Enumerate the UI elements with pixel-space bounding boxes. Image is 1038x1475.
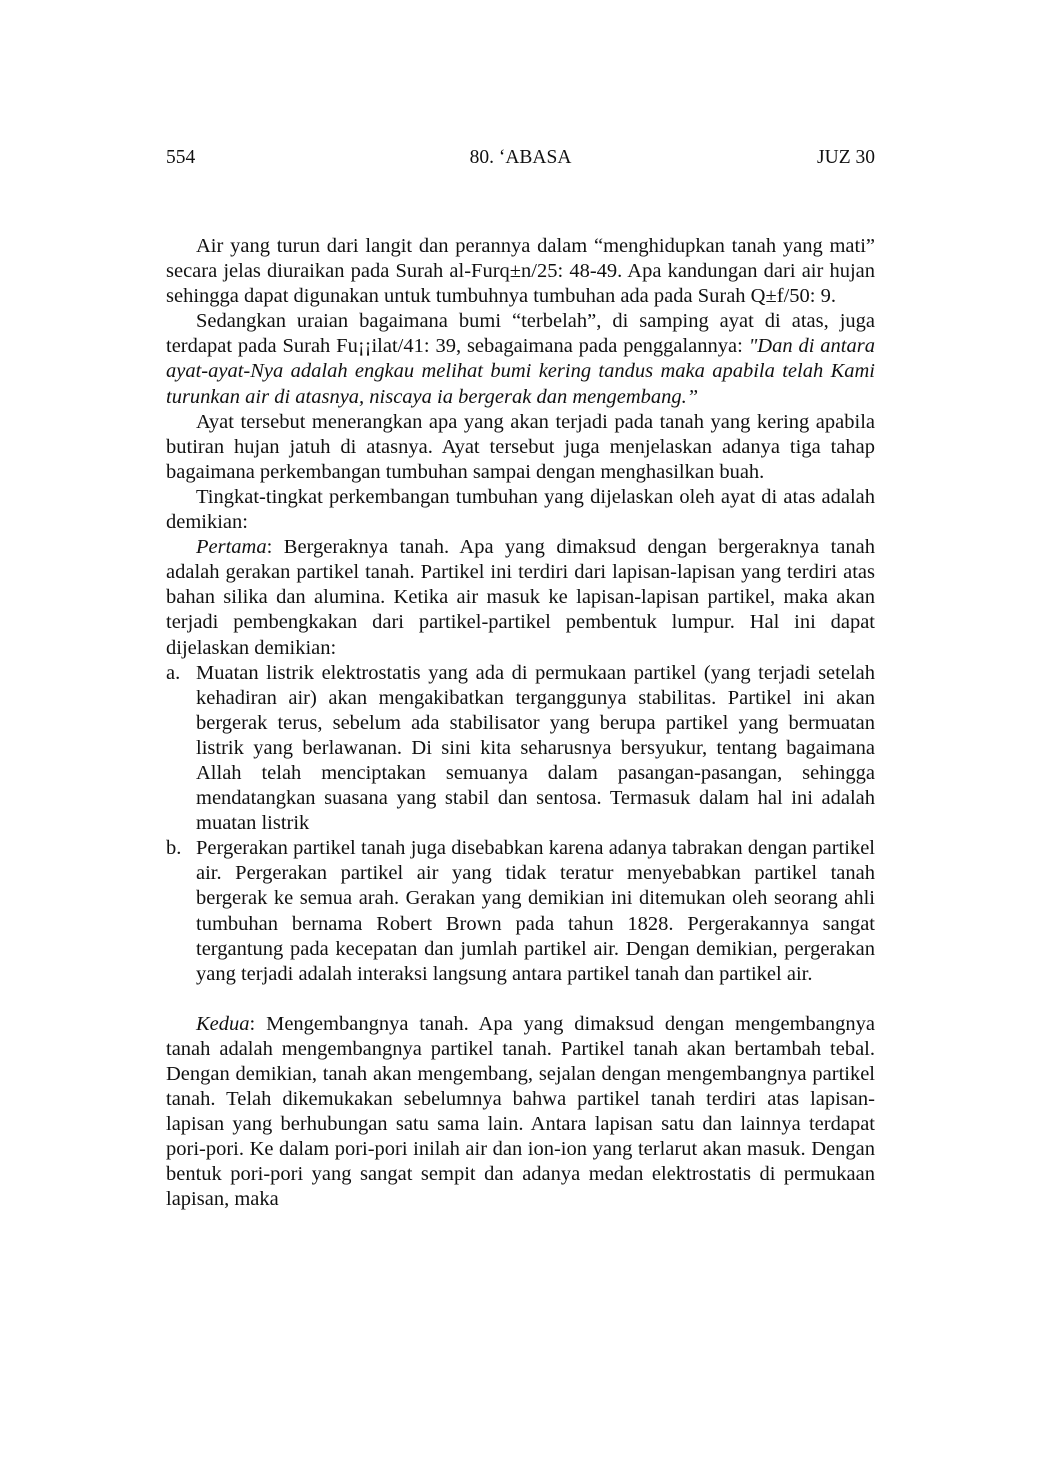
kedua-text: : Mengembangnya tanah. Apa yang dimaksud dengan mengembangnya tanah adalah mengembangnya partikel tanah. Partikel tanah akan bertambah tebal. Dengan demikian, tanah akan mengembang, sejalan dengan mengembangnya partikel tanah. Telah dikemukakan sebelumnya bahwa partikel tanah terdiri atas lapisan-lapisan yang berhubungan satu sama lain. Antara lapisan satu dan lainnya terdapat pori-pori. Ke dalam pori-pori inilah air dan ion-ion yang terlarut akan masuk. Dengan bentuk pori-pori yang sangat sempit dan adanya medan elektrostatis di permukaan lapisan, maka [166, 1012, 875, 1211]
pertama-label: Pertama [196, 536, 267, 559]
page-number: 554 [166, 147, 196, 168]
body-text [166, 234, 875, 1213]
paragraph-1: Air yang turun dari langit dan perannya dalam “menghidupkan tanah yang mati” secara jelas diuraikan pada Surah al-Furq±n/25: 48-49. Apa kandungan dari air hujan sehingga dapat digunakan untuk tumbuhnya tumbuhan ada pada Surah Q±f/50: 9. [166, 235, 875, 308]
kedua-label: Kedua [196, 1012, 250, 1035]
paragraph-kedua [166, 1012, 875, 1213]
list-marker-b: b. [166, 837, 182, 860]
section-gap [166, 987, 875, 1012]
paragraph-pertama [166, 535, 875, 660]
paragraph-4: Tingkat-tingkat perkembangan tumbuhan yang dijelaskan oleh ayat di atas adalah demikian: [166, 485, 875, 534]
explanation-list [166, 661, 875, 987]
list-text-a: Muatan listrik elektrostatis yang ada di permukaan partikel (yang terjadi setelah kehadiran air) akan mengakibatkan terganggunya stabilitas. Partikel ini akan bergerak terus, sebelum ada stabilisator yang berupa partikel yang bermuatan listrik yang berlawanan. Di sini kita seharusnya bersyukur, tentang bagaimana Allah telah menciptakan semuanya dalam pasangan-pasangan, sehingga mendatangkan suasana yang stabil dan sentosa. Termasuk dalam hal ini adalah muatan listrik [196, 661, 875, 835]
list-text-b: Pergerakan partikel tanah juga disebabkan karena adanya tabrakan dengan partikel air. Pergerakan partikel air yang tidak teratur menyebabkan partikel tanah bergerak ke semua arah. Gerakan yang demikian ini ditemukan oleh seorang ahli tumbuhan bernama Robert Brown pada tahun 1828. Pergerakannya sangat tergantung pada kecepatan dan jumlah partikel air. Dengan demikian, pergerakan yang terjadi adalah interaksi langsung antara partikel tanah dan partikel air. [196, 837, 875, 985]
paragraph-2-text: Sedangkan uraian bagaimana bumi “terbelah”, di samping ayat di atas, juga terdapat pada Surah Fu¡¡ilat/41: 39, sebagaimana pada penggalannya: [166, 310, 875, 358]
list-marker-a: a. [166, 661, 181, 684]
juz-label: JUZ 30 [817, 147, 875, 168]
paragraph-2 [166, 309, 875, 409]
quran-quote: "Dan di antara ayat-ayat-Nya adalah engkau melihat bumi kering tandus maka apabila telah Kami turunkan air di atasnya, niscaya ia bergerak dan mengembang.” [166, 335, 875, 408]
chapter-title: 80. ‘ABASA [469, 147, 572, 168]
list-item-b [166, 836, 875, 987]
pertama-text: : Bergeraknya tanah. Apa yang dimaksud dengan bergeraknya tanah adalah gerakan partikel tanah. Partikel ini terdiri dari lapisan-lapisan yang terdiri atas bahan silika dan alumina. Ketika air masuk ke lapisan-lapisan partikel, maka akan terjadi pembengkakan dari partikel-partikel pembentuk lumpur. Hal ini dapat dijelaskan demikian: [166, 536, 875, 659]
list-item-a [166, 661, 875, 837]
paragraph-3: Ayat tersebut menerangkan apa yang akan terjadi pada tanah yang kering apabila butiran hujan jatuh di atasnya. Ayat tersebut juga menjelaskan adanya tiga tahap bagaimana perkembangan tumbuhan sampai dengan menghasilkan buah. [166, 410, 875, 483]
